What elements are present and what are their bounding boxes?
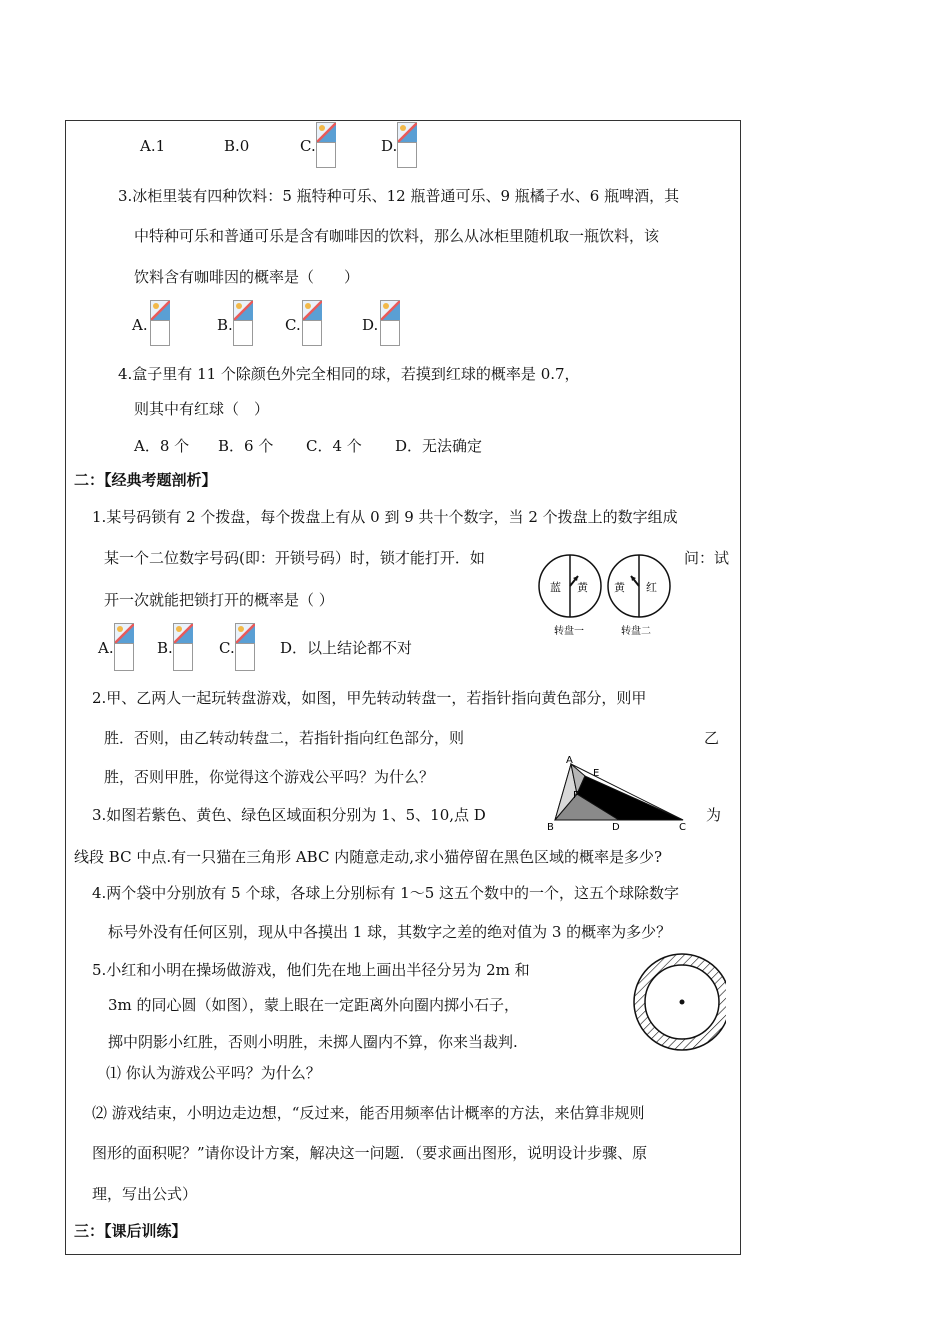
q3-line1: 3.冰柜里装有四种饮料：5 瓶特种可乐、12 瓶普通可乐、9 瓶橘子水、6 瓶啤酒，其	[118, 187, 680, 205]
q4-line2: 则其中有红球（ ）	[134, 400, 270, 418]
option-b: B.0	[224, 137, 250, 155]
triangle-figure	[543, 756, 693, 832]
p5-sub2-line2: 图形的面积呢？”请你设计方案，解决这一问题．（要求画出图形，说明设计步骤、原	[92, 1144, 648, 1162]
q4-line1: 4.盒子里有 11 个除颜色外完全相同的球，若摸到红球的概率是 0.7，	[118, 365, 580, 383]
p5-line3: 掷中阴影小红胜，否则小明胜，未掷人圈内不算，你来当裁判.	[108, 1033, 518, 1051]
spinner2-label-b: 红	[646, 581, 657, 594]
spinner1-caption: 转盘一	[554, 626, 584, 637]
broken-image-icon	[173, 623, 193, 671]
p1-line3: 开一次就能把锁打开的概率是（ ）	[104, 591, 334, 609]
broken-image-icon	[114, 623, 134, 671]
broken-image-icon	[235, 623, 255, 671]
q3-line2: 中特种可乐和普通可乐是含有咖啡因的饮料，那么从冰柜里随机取一瓶饮料，该	[134, 227, 660, 245]
q4-option-a: A．8 个	[134, 437, 190, 455]
q3-line3: 饮料含有咖啡因的概率是（ ）	[134, 268, 360, 286]
option-a: A.1	[140, 137, 166, 155]
p5-line2: 3m 的同心圆（如图），蒙上眼在一定距离外向圈内掷小石子，	[108, 996, 520, 1014]
spinner-figure	[532, 546, 682, 641]
p1-line1: 1.某号码锁有 2 个拨盘，每个拨盘上有从 0 到 9 共十个数字，当 2 个拨盘上的数字组成	[92, 508, 678, 526]
p1-option-a: A.	[98, 639, 114, 657]
p5-line1: 5.小红和小明在操场做游戏，他们先在地上画出半径分另为 2m 和	[92, 961, 530, 979]
q3-option-a: A.	[132, 316, 148, 334]
q3-option-d: D.	[362, 316, 379, 334]
broken-image-icon	[380, 300, 400, 346]
p1-option-c: C.	[219, 639, 235, 657]
p2-line2b: 乙	[704, 729, 720, 747]
q3-option-b: B.	[217, 316, 233, 334]
section-title: 二：【经典考题剖析】	[74, 471, 217, 489]
broken-image-icon	[302, 300, 322, 346]
point-e-label: E	[593, 768, 600, 779]
point-a-label: A	[566, 756, 573, 766]
p4-line2: 标号外没有任何区别，现从中各摸出 1 球，其数字之差的绝对值为 3 的概率为多少？	[108, 923, 672, 941]
spinner2-caption: 转盘二	[621, 626, 651, 637]
p3-line1b: 为	[706, 806, 722, 824]
spinner1-label-a: 蓝	[550, 581, 561, 594]
broken-image-icon	[397, 122, 417, 168]
p3-line2: 线段 BC 中点.有一只猫在三角形 ABC 内随意走动,求小猫停留在黑色区域的概率是多少?	[74, 848, 663, 866]
section-title: 三：【课后训练】	[74, 1222, 187, 1240]
p2-line1: 2.甲、乙两人一起玩转盘游戏，如图，甲先转动转盘一，若指针指向黄色部分，则甲	[92, 689, 647, 707]
p5-sub2-line3: 理，写出公式）	[92, 1185, 198, 1203]
p2-line3: 胜，否则甲胜，你觉得这个游戏公平吗？为什么？	[104, 768, 435, 786]
q4-option-c: C．4 个	[306, 437, 362, 455]
point-c-label: C	[679, 822, 686, 832]
p5-sub1: ⑴ 你认为游戏公平吗？为什么？	[106, 1064, 321, 1082]
p1-option-d: D．以上结论都不对	[280, 639, 413, 657]
broken-image-icon	[233, 300, 253, 346]
spinner2-label-a: 黄	[614, 581, 625, 594]
option-d: D.	[381, 137, 398, 155]
concentric-circles-figure	[602, 952, 726, 1056]
broken-image-icon	[316, 122, 336, 168]
p1-option-b: B.	[157, 639, 173, 657]
p3-line1a: 3.如图若紫色、黄色、绿色区域面积分别为 1、5、10,点 D	[92, 806, 486, 824]
p1-line2b: 问：试	[684, 549, 730, 567]
p5-sub2-line1: ⑵ 游戏结束，小明边走边想，“反过来，能否用频率估计概率的方法，来估算非规则	[92, 1104, 645, 1122]
point-b-label: B	[547, 822, 554, 832]
p1-line2a: 某一个二位数字号码(即：开锁号码）时，锁才能打开．如	[104, 549, 485, 567]
point-f-label: F	[573, 790, 579, 801]
p2-line2a: 胜．否则，由乙转动转盘二，若指针指向红色部分，则	[104, 729, 465, 747]
spinner1-label-b: 黄	[577, 581, 588, 594]
point-d-label: D	[612, 822, 620, 832]
q4-option-b: B．6 个	[218, 437, 274, 455]
q4-option-d: D．无法确定	[395, 437, 483, 455]
broken-image-icon	[150, 300, 170, 346]
q3-option-c: C.	[285, 316, 301, 334]
p4-line1: 4.两个袋中分别放有 5 个球，各球上分别标有 1～5 这五个数中的一个，这五个球除数字	[92, 884, 680, 902]
option-c: C.	[300, 137, 316, 155]
